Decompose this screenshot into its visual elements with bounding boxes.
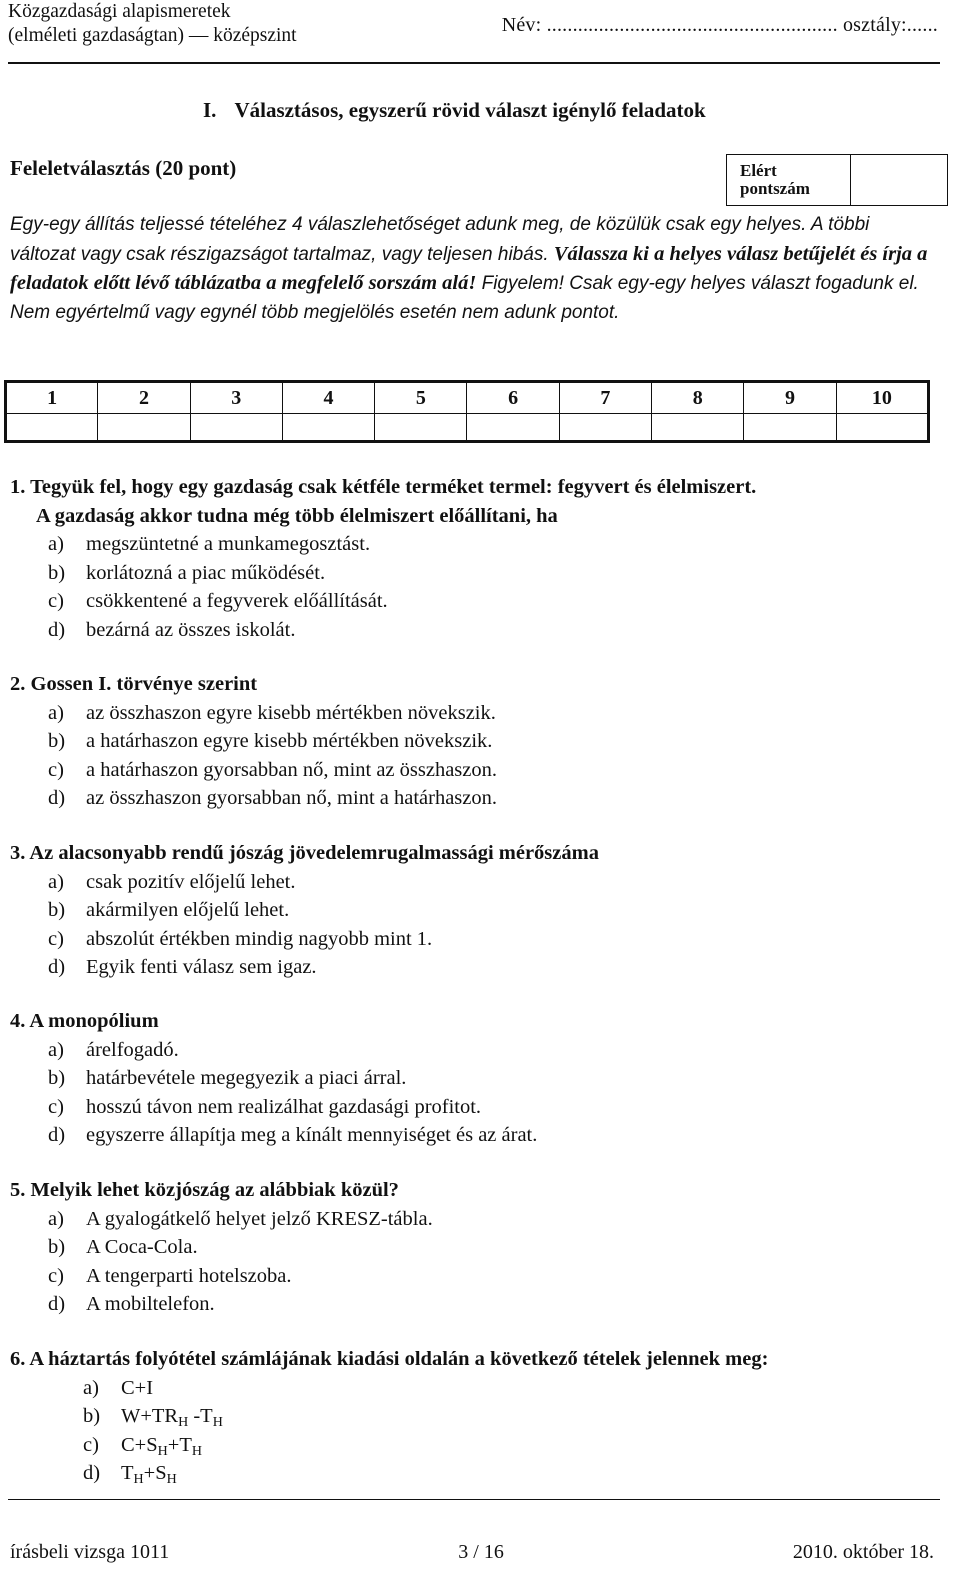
answer-col-header: 6 bbox=[467, 382, 559, 414]
option-text bbox=[121, 1459, 177, 1488]
option-text: csak pozitív előjelű lehet. bbox=[86, 870, 296, 893]
option-text: A mobiltelefon. bbox=[86, 1293, 215, 1315]
option-text: abszolút értékben mindig nagyobb mint 1. bbox=[86, 927, 433, 950]
question-3 bbox=[10, 839, 940, 982]
section-number: I. bbox=[203, 98, 217, 122]
formula-subscript: H bbox=[212, 1415, 223, 1430]
answer-cell[interactable] bbox=[467, 414, 559, 442]
option-text: az összhaszon gyorsabban nő, mint a határhaszon. bbox=[86, 787, 498, 809]
answer-col-header: 10 bbox=[836, 382, 928, 414]
score-label-line-2: pontszám bbox=[740, 179, 810, 198]
footer-exam-code: írásbeli vizsga 1011 bbox=[10, 1541, 170, 1563]
question-title: 4. A monopólium bbox=[10, 1010, 159, 1032]
question-title: 6. A háztartás folyótétel számlájának kiadási oldalán a következő tételek jelennek meg: bbox=[10, 1348, 769, 1370]
option bbox=[10, 868, 940, 897]
formula-part: +S bbox=[143, 1462, 167, 1484]
footer-divider bbox=[8, 1499, 940, 1500]
option-letter: a) bbox=[48, 870, 64, 893]
option-letter: b) bbox=[48, 1236, 66, 1258]
score-box bbox=[726, 154, 948, 206]
option-letter: d) bbox=[48, 1293, 66, 1315]
answer-cell[interactable] bbox=[190, 414, 282, 442]
option bbox=[10, 1036, 940, 1065]
formula-part: +T bbox=[167, 1433, 192, 1456]
option bbox=[10, 616, 940, 645]
formula-part: W+TR bbox=[121, 1405, 179, 1427]
formula-part: -T bbox=[188, 1405, 213, 1427]
answer-table-row bbox=[6, 414, 929, 442]
task-subtitle: Feleletválasztás (20 pont) bbox=[10, 156, 237, 180]
option-text bbox=[121, 1431, 202, 1460]
answer-col-header: 1 bbox=[6, 382, 98, 414]
answer-table-header bbox=[6, 382, 929, 414]
option-text: árelfogadó. bbox=[86, 1038, 179, 1061]
option bbox=[10, 1064, 940, 1093]
option bbox=[10, 559, 940, 588]
option-text: a határhaszon gyorsabban nő, mint az összhaszon. bbox=[86, 758, 498, 781]
option-text: hosszú távon nem realizálhat gazdasági profitot. bbox=[86, 1095, 482, 1118]
exam-date: 2010. október 18. bbox=[792, 1541, 934, 1563]
option-letter: d) bbox=[48, 787, 66, 809]
question-subtitle: A gazdaság akkor tudna még több élelmiszert előállítani, ha bbox=[36, 504, 558, 527]
option-text: korlátozná a piac működését. bbox=[86, 561, 326, 584]
option-letter: b) bbox=[48, 561, 66, 584]
instructions-text-1: Egy-egy állítás teljessé tételéhez 4 válaszlehetőséget adunk meg, de közülük csak egy helyes. A többi változat vagy csak részigazságot tartalmaz, vagy teljesen hibás. bbox=[10, 214, 870, 265]
option-letter: b) bbox=[48, 730, 66, 752]
option bbox=[10, 1093, 940, 1122]
option bbox=[10, 699, 940, 728]
score-label-line-1: Elért bbox=[740, 161, 777, 180]
answer-cell[interactable] bbox=[98, 414, 190, 442]
formula-part: C+S bbox=[121, 1433, 158, 1456]
page-footer bbox=[10, 1541, 934, 1564]
option-text: megszüntetné a munkamegosztást. bbox=[86, 533, 371, 555]
option-letter: b) bbox=[48, 899, 66, 921]
answer-col-header: 9 bbox=[744, 382, 836, 414]
option-letter: d) bbox=[83, 1462, 101, 1484]
option bbox=[10, 1402, 940, 1431]
option bbox=[10, 1431, 940, 1460]
subject-line-1: Közgazdasági alapismeretek bbox=[8, 1, 231, 22]
formula-subscript: H bbox=[178, 1415, 189, 1430]
option-text: A tengerparti hotelszoba. bbox=[86, 1264, 292, 1287]
option bbox=[10, 896, 940, 925]
question-title: 3. Az alacsonyabb rendű jószág jövedelemrugalmassági mérőszáma bbox=[10, 842, 599, 864]
formula-subscript: H bbox=[133, 1472, 144, 1487]
option-letter: c) bbox=[48, 927, 64, 950]
option-text: A gyalogátkelő helyet jelző KRESZ-tábla. bbox=[86, 1207, 433, 1230]
option-letter: a) bbox=[48, 533, 64, 555]
formula-part: T bbox=[121, 1462, 134, 1484]
option bbox=[10, 1374, 940, 1403]
instructions bbox=[10, 211, 938, 327]
option bbox=[10, 530, 940, 559]
answer-table bbox=[4, 380, 930, 443]
option bbox=[10, 1290, 940, 1319]
answer-cell[interactable] bbox=[559, 414, 651, 442]
question-title: 1. Tegyük fel, hogy egy gazdaság csak kétféle terméket termel: fegyvert és élelmiszert. bbox=[10, 476, 757, 498]
option-text: bezárná az összes iskolát. bbox=[86, 618, 296, 641]
option-text: Egyik fenti válasz sem igaz. bbox=[86, 956, 317, 978]
question-1 bbox=[10, 473, 940, 644]
option bbox=[10, 1121, 940, 1150]
question-5 bbox=[10, 1176, 940, 1319]
name-class-field: Név: ........................................................ osztály:...... bbox=[501, 14, 938, 36]
instructions-text-2: Figyelem! Csak egy-egy helyes választ fogadunk el. Nem egyértelmű vagy egynél több megjelölés esetén nem adunk pontot. bbox=[10, 273, 919, 323]
option-letter: a) bbox=[48, 1038, 64, 1061]
option bbox=[10, 587, 940, 616]
option-letter: d) bbox=[48, 1124, 66, 1146]
formula-subscript: H bbox=[191, 1443, 202, 1459]
option-letter: c) bbox=[48, 758, 64, 781]
option bbox=[10, 1205, 940, 1234]
question-2 bbox=[10, 670, 940, 813]
option-text: egyszerre állapítja meg a kínált mennyiséget és az árat. bbox=[86, 1124, 538, 1146]
option-letter: b) bbox=[48, 1067, 66, 1089]
question-title: 5. Melyik lehet közjószág az alábbiak közül? bbox=[10, 1179, 399, 1201]
option bbox=[10, 1262, 940, 1291]
option bbox=[10, 756, 940, 785]
option bbox=[10, 953, 940, 982]
option-text: akármilyen előjelű lehet. bbox=[86, 899, 290, 921]
option-text: a határhaszon egyre kisebb mértékben növekszik. bbox=[86, 730, 493, 752]
section-title-text: Választásos, egyszerű rövid választ igénylő feladatok bbox=[234, 98, 706, 122]
answer-cell[interactable] bbox=[744, 414, 836, 442]
question-title: 2. Gossen I. törvénye szerint bbox=[10, 673, 258, 695]
question-6 bbox=[10, 1345, 940, 1488]
formula-subscript: H bbox=[166, 1472, 177, 1487]
subject-line-2: (elméleti gazdaságtan) — középszint bbox=[8, 25, 297, 46]
answer-col-header: 4 bbox=[282, 382, 374, 414]
formula-subscript: H bbox=[157, 1443, 168, 1459]
option bbox=[10, 925, 940, 954]
option-text: csökkentené a fegyverek előállítását. bbox=[86, 590, 388, 612]
option bbox=[10, 727, 940, 756]
score-label bbox=[727, 155, 851, 205]
option-letter: c) bbox=[83, 1433, 99, 1456]
answer-col-header: 7 bbox=[559, 382, 651, 414]
option-letter: d) bbox=[48, 956, 66, 978]
answer-cell[interactable] bbox=[652, 414, 744, 442]
answer-cell[interactable] bbox=[836, 414, 928, 442]
option bbox=[10, 784, 940, 813]
option bbox=[10, 1459, 940, 1488]
option-letter: c) bbox=[48, 1095, 64, 1118]
answer-cell[interactable] bbox=[375, 414, 467, 442]
option-text: az összhaszon egyre kisebb mértékben növekszik. bbox=[86, 701, 496, 724]
header-divider bbox=[8, 62, 940, 64]
instructions-bold: Válassza ki a helyes válasz betűjelét és írja a feladatok előtt lévő táblázatba a megfelelő sorszám alá! bbox=[10, 242, 928, 294]
option-text: határbevétele megegyezik a piaci árral. bbox=[86, 1067, 407, 1089]
option-letter: a) bbox=[83, 1376, 99, 1399]
answer-col-header: 2 bbox=[98, 382, 190, 414]
option-text: A Coca-Cola. bbox=[86, 1236, 198, 1258]
exam-subject bbox=[8, 0, 297, 48]
score-field[interactable] bbox=[851, 155, 947, 205]
option bbox=[10, 1233, 940, 1262]
option-letter: a) bbox=[48, 701, 64, 724]
answer-cell[interactable] bbox=[6, 414, 98, 442]
option-letter: c) bbox=[48, 1264, 64, 1287]
option-letter: b) bbox=[83, 1405, 101, 1427]
page-number: 3 / 16 bbox=[458, 1541, 504, 1563]
answer-cell[interactable] bbox=[282, 414, 374, 442]
answer-col-header: 3 bbox=[190, 382, 282, 414]
option-text: C+I bbox=[121, 1376, 154, 1399]
option-text bbox=[121, 1402, 223, 1431]
answer-col-header: 5 bbox=[375, 382, 467, 414]
section-title bbox=[203, 98, 706, 123]
question-4 bbox=[10, 1007, 940, 1150]
option-letter: a) bbox=[48, 1207, 64, 1230]
option-letter: c) bbox=[48, 590, 64, 612]
answer-col-header: 8 bbox=[652, 382, 744, 414]
option-letter: d) bbox=[48, 618, 66, 641]
